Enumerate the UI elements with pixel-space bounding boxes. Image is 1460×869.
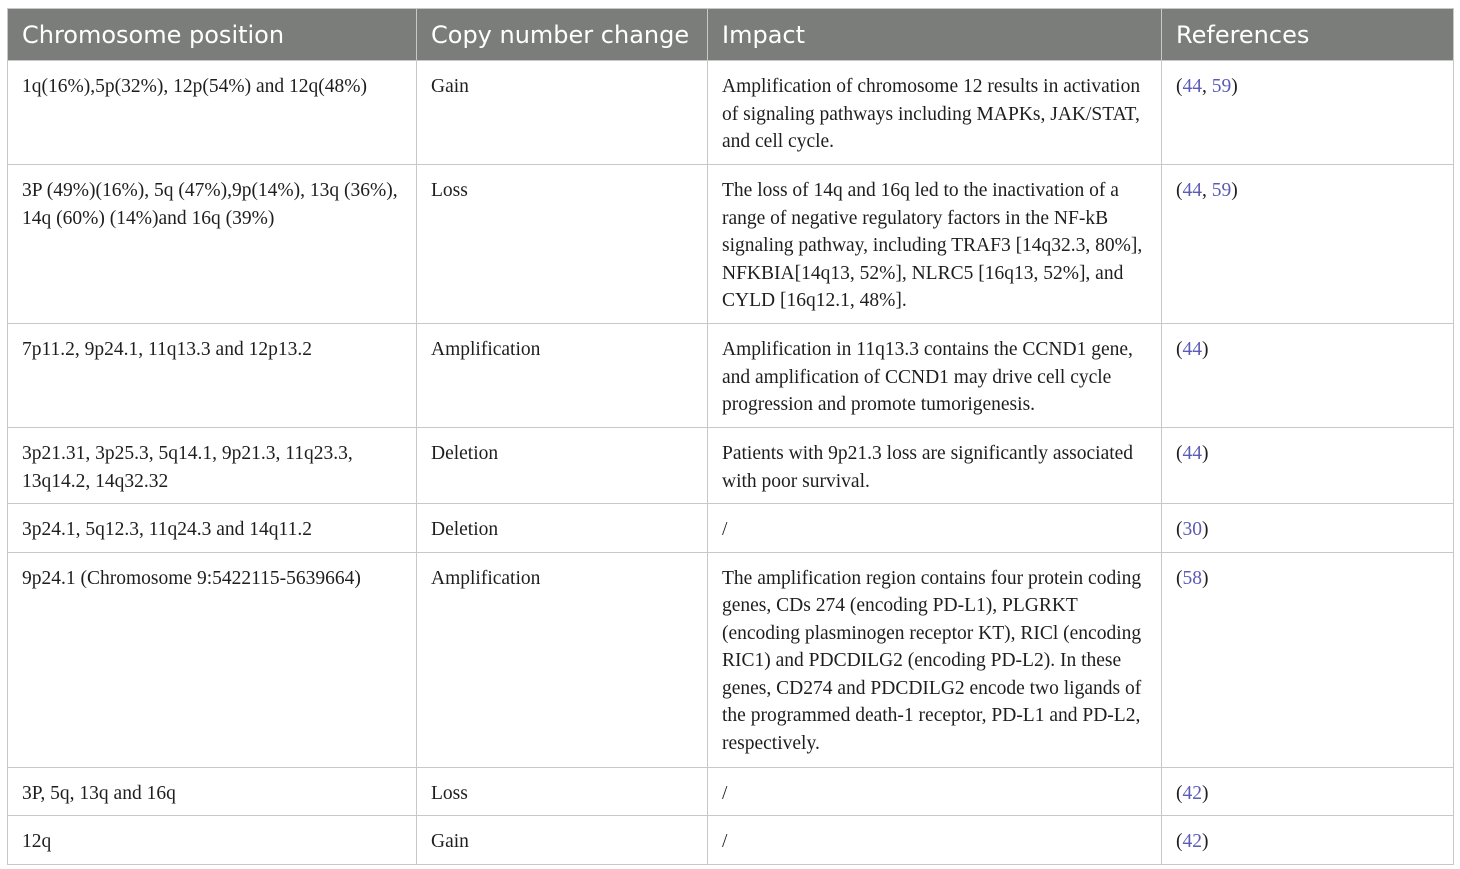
cell-copy-number-change: Deletion bbox=[417, 428, 708, 504]
cell-impact: The amplification region contains four protein coding genes, CDs 274 (encoding PD-L1), PLGRKT (encoding plasminogen receptor KT), RICl (encoding RIC1) and PDCDILG2 (encoding PD-L2). In these genes, CD274 and PDCDILG2 encode two ligands of the programmed death-1 receptor, PD-L1 and PD-L2, respectively. bbox=[708, 552, 1162, 767]
table-row bbox=[8, 767, 1454, 816]
table-row bbox=[8, 428, 1454, 504]
cell-impact: / bbox=[708, 816, 1162, 865]
cell-chromosome-position: 7p11.2, 9p24.1, 11q13.3 and 12p13.2 bbox=[8, 324, 417, 428]
table-row bbox=[8, 552, 1454, 767]
cell-impact: / bbox=[708, 767, 1162, 816]
table-row bbox=[8, 816, 1454, 865]
cell-references: (42) bbox=[1162, 767, 1454, 816]
cell-impact: Amplification of chromosome 12 results in activation of signaling pathways including MAPKs, JAK/STAT, and cell cycle. bbox=[708, 61, 1162, 165]
cell-impact: Amplification in 11q13.3 contains the CCND1 gene, and amplification of CCND1 may drive cell cycle progression and promote tumorigenesis. bbox=[708, 324, 1162, 428]
cell-chromosome-position: 9p24.1 (Chromosome 9:5422115-5639664) bbox=[8, 552, 417, 767]
table-body bbox=[8, 61, 1454, 865]
cell-copy-number-change: Amplification bbox=[417, 324, 708, 428]
cell-references: (44) bbox=[1162, 428, 1454, 504]
cell-references: (42) bbox=[1162, 816, 1454, 865]
reference-link[interactable]: 30 bbox=[1182, 519, 1202, 540]
cell-impact: Patients with 9p21.3 loss are significantly associated with poor survival. bbox=[708, 428, 1162, 504]
copy-number-table-container bbox=[7, 8, 1453, 865]
cell-copy-number-change: Loss bbox=[417, 767, 708, 816]
cell-references: (44) bbox=[1162, 324, 1454, 428]
cell-impact: The loss of 14q and 16q led to the inactivation of a range of negative regulatory factors in the NF-kB signaling pathway, including TRAF3 [14q32.3, 80%], NFKBIA[14q13, 52%], NLRC5 [16q13, 52%], and CYLD [16q12.1, 48%]. bbox=[708, 165, 1162, 324]
header-chromosome-position: Chromosome position bbox=[8, 9, 417, 61]
table-row bbox=[8, 61, 1454, 165]
cell-chromosome-position: 3p21.31, 3p25.3, 5q14.1, 9p21.3, 11q23.3, 13q14.2, 14q32.32 bbox=[8, 428, 417, 504]
reference-link[interactable]: 42 bbox=[1182, 782, 1202, 804]
cell-references: (44, 59) bbox=[1162, 61, 1454, 165]
cell-references: (30) bbox=[1162, 504, 1454, 553]
reference-link[interactable]: 44 bbox=[1182, 180, 1202, 201]
reference-link[interactable]: 42 bbox=[1182, 831, 1202, 852]
table-row bbox=[8, 504, 1454, 553]
header-impact: Impact bbox=[708, 9, 1162, 61]
cell-chromosome-position: 3P (49%)(16%), 5q (47%),9p(14%), 13q (36%), 14q (60%) (14%)and 16q (39%) bbox=[8, 165, 417, 324]
table-header-row bbox=[8, 9, 1454, 61]
cell-copy-number-change: Deletion bbox=[417, 504, 708, 553]
cell-copy-number-change: Gain bbox=[417, 816, 708, 865]
cell-chromosome-position: 1q(16%),5p(32%), 12p(54%) and 12q(48%) bbox=[8, 61, 417, 165]
header-copy-number-change: Copy number change bbox=[417, 9, 708, 61]
header-references: References bbox=[1162, 9, 1454, 61]
reference-link[interactable]: 59 bbox=[1211, 76, 1232, 97]
cell-chromosome-position: 12q bbox=[8, 816, 417, 865]
reference-link[interactable]: 44 bbox=[1182, 443, 1202, 464]
reference-link[interactable]: 44 bbox=[1182, 76, 1202, 97]
cell-copy-number-change: Amplification bbox=[417, 552, 708, 767]
table-row bbox=[8, 324, 1454, 428]
table-row bbox=[8, 165, 1454, 324]
cell-copy-number-change: Gain bbox=[417, 61, 708, 165]
reference-link[interactable]: 44 bbox=[1182, 339, 1202, 360]
copy-number-table bbox=[7, 8, 1454, 865]
cell-references: (58) bbox=[1162, 552, 1454, 767]
cell-references: (44, 59) bbox=[1162, 165, 1454, 324]
cell-chromosome-position: 3p24.1, 5q12.3, 11q24.3 and 14q11.2 bbox=[8, 504, 417, 553]
cell-chromosome-position: 3P, 5q, 13q and 16q bbox=[8, 767, 417, 816]
reference-link[interactable]: 59 bbox=[1211, 180, 1232, 201]
reference-link[interactable]: 58 bbox=[1182, 567, 1202, 589]
cell-impact: / bbox=[708, 504, 1162, 553]
cell-copy-number-change: Loss bbox=[417, 165, 708, 324]
